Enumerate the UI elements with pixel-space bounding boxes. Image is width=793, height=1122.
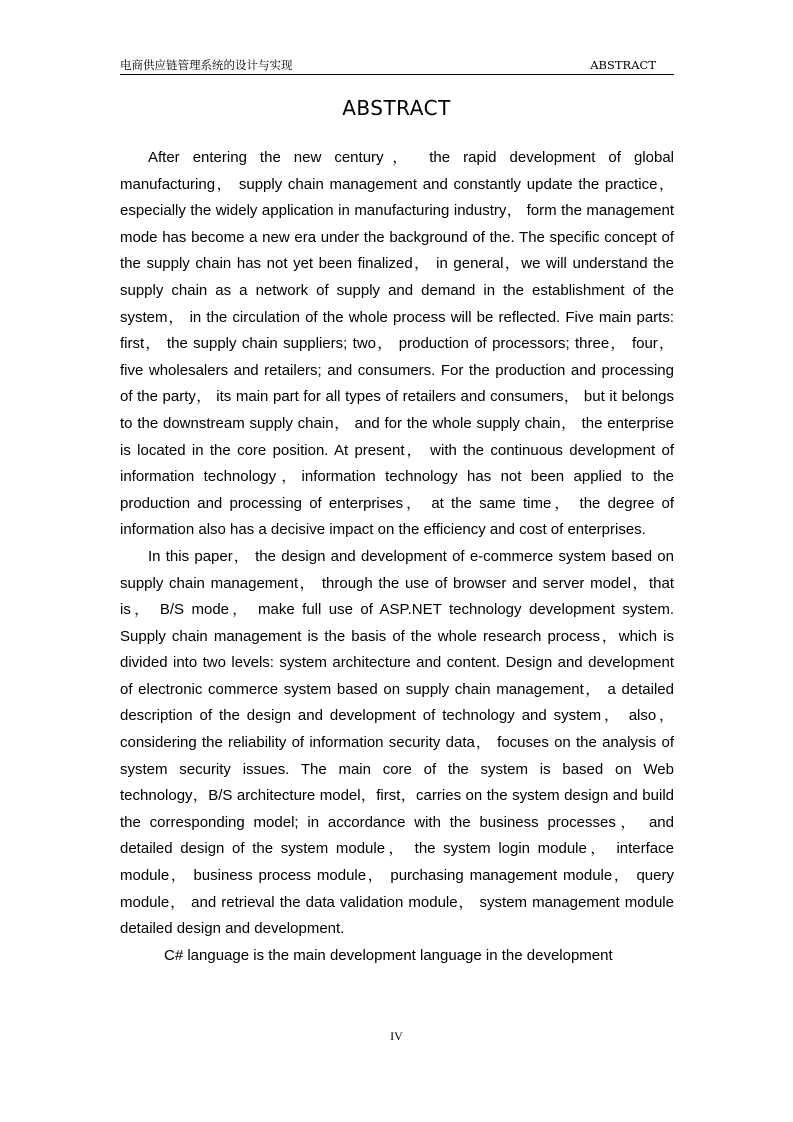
abstract-paragraph-3: C# language is the main development language in the development: [164, 946, 613, 964]
page-number: IV: [390, 1029, 403, 1043]
header-section-name: ABSTRACT: [590, 58, 656, 72]
running-header: [120, 58, 674, 75]
abstract-body: [120, 145, 674, 969]
abstract-paragraph-2: In this paper， the design and development of e-commerce system based on supply chain management， through the use of browser and server model，that is， B/S mode， make full use of ASP.NET technology development system. Supply chain management is the basis of the whole research process，which is divided into two levels: system architecture and content. Design and development of electronic commerce system based on supply chain management， a detailed description of the design and development of technology and system， also， considering the reliability of information security data， focuses on the analysis of system security issues. The main core of the system is based on Web technology，B/S architecture model，first，carries on the system design and build the corresponding model; in accordance with the business processes， and detailed design of the system module， the system login module， interface module， business process module， purchasing management module， query module， and retrieval the data validation module， system management module detailed design and development.: [120, 547, 674, 938]
abstract-paragraph-1: After entering the new century， the rapid development of global manufacturing， supply chain management and constantly update the practice，especially the widely application in manufacturing industry， form the management mode has become a new era under the background of the. The specific concept of the supply chain has not yet been finalized， in general，we will understand the supply chain as a network of supply and demand in the establishment of the system， in the circulation of the whole process will be reflected. Five main parts: first， the supply chain suppliers; two， production of processors; three， four， five wholesalers and retailers; and consumers. For the production and processing of the party， its main part for all types of retailers and consumers， but it belongs to the downstream supply chain， and for the whole supply chain， the enterprise is located in the core position. At present， with the continuous development of information technology，information technology has not been applied to the production and processing of enterprises， at the same time， the degree of information also has a decisive impact on the efficiency and cost of enterprises.: [120, 149, 674, 539]
page-title: ABSTRACT: [342, 96, 451, 120]
header-thesis-title: 电商供应链管理系统的设计与实现: [120, 58, 293, 72]
